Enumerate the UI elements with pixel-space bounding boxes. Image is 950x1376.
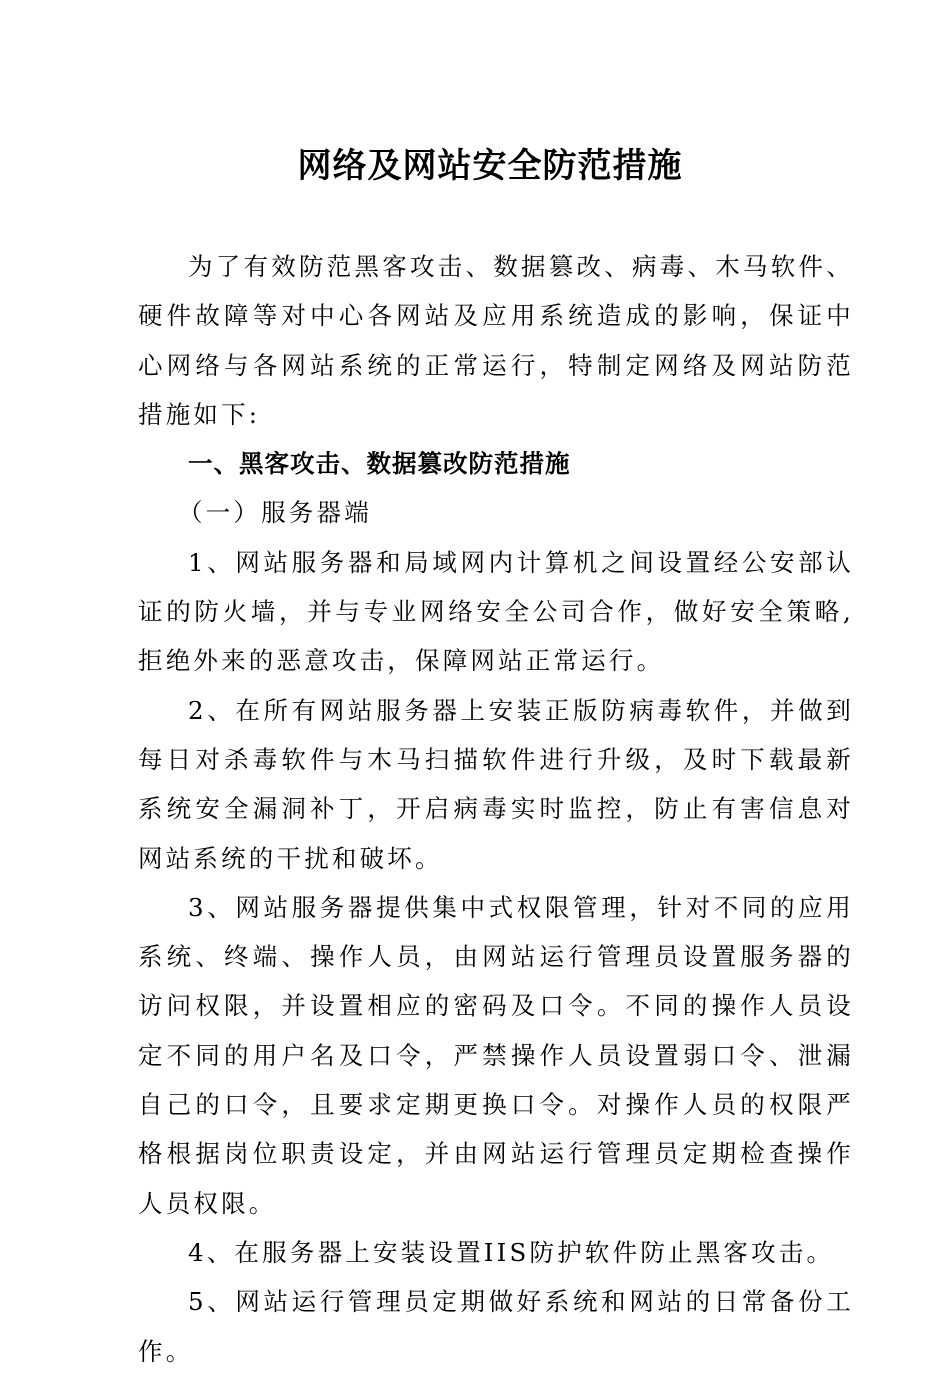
section-heading: 一、黑客攻击、数据篡改防范措施	[188, 449, 571, 479]
list-item-1: 1、网站服务器和局域网内计算机之间设置经公安部认证的防火墙，并与专业网络安全公司合作，做好安全策略,拒绝外来的恶意攻击，保障网站正常运行。	[138, 547, 854, 676]
list-item-3: 3、网站服务器提供集中式权限管理，针对不同的应用系统、终端、操作人员，由网站运行管理员设置服务器的访问权限，并设置相应的密码及口令。不同的操作人员设定不同的用户名及口令，严禁操作人员设置弱口令、泄漏自己的口令，且要求定期更换口令。对操作人员的权限严格根据岗位职责设定，并由网站运行管理员定期检查操作人员权限。	[138, 892, 854, 1218]
list-item-5: 5、网站运行管理员定期做好系统和网站的日常备份工作。	[138, 1287, 854, 1366]
document-title: 网络及网站安全防范措施	[297, 146, 683, 186]
subsection-heading: （一）服务器端	[178, 498, 372, 528]
document-body	[138, 242, 854, 1376]
list-item-2: 2、在所有网站服务器上安装正版防病毒软件，并做到每日对杀毒软件与木马扫描软件进行升级，及时下载最新系统安全漏洞补丁，开启病毒实时监控，防止有害信息对网站系统的干扰和破坏。	[138, 695, 854, 873]
list-item-4: 4、在服务器上安装设置IIS防护软件防止黑客攻击。	[188, 1237, 835, 1267]
intro-paragraph: 为了有效防范黑客攻击、数据篡改、病毒、木马软件、硬件故障等对中心各网站及应用系统造成的影响，保证中心网络与各网站系统的正常运行，特制定网络及网站防范措施如下:	[138, 252, 854, 429]
